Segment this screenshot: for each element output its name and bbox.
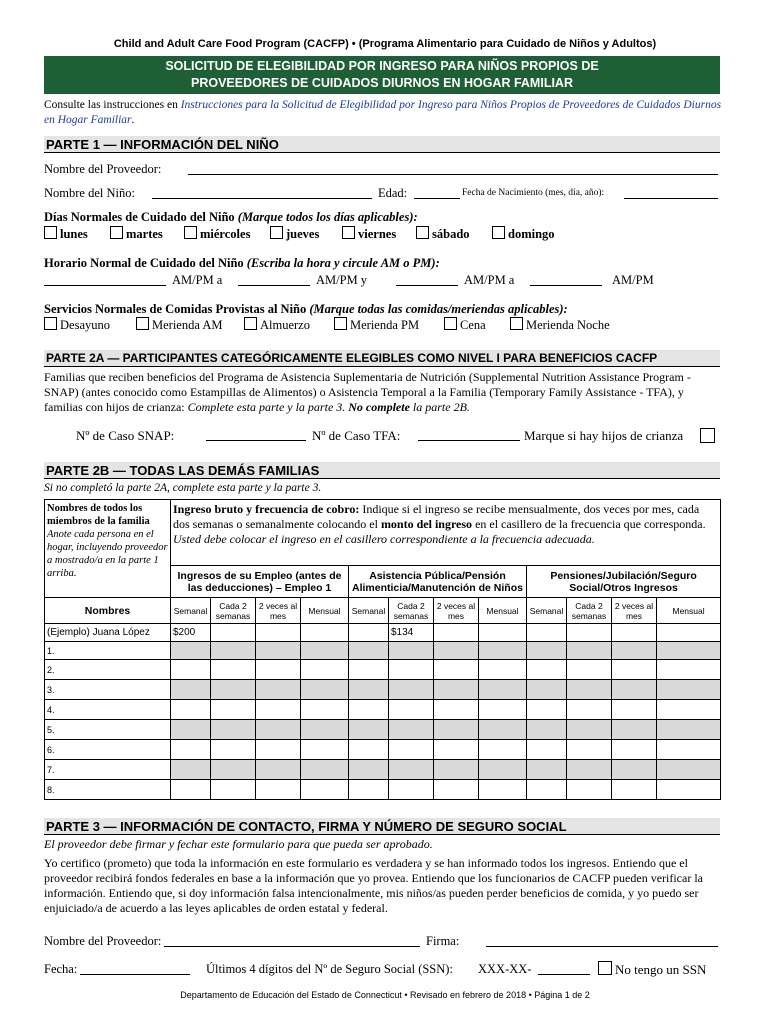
day-jueves[interactable]: jueves [270,226,319,242]
table-row[interactable]: 4. [45,700,721,720]
form-title-line1: SOLICITUD DE ELEGIBILIDAD POR INGRESO PARA NIÑOS PROPIOS DE [165,59,599,73]
freq-twice-monthly: 2 veces al mes [256,598,301,624]
age-field[interactable] [414,186,460,199]
snap-label: Nº de Caso SNAP: [76,428,175,443]
tfa-label: Nº de Caso TFA: [312,428,401,443]
meals-label: Servicios Normales de Comidas Provistas al Niño (Marque todas las comidas/meriendas aplicables): [44,302,568,316]
freq-monthly: Mensual [657,598,721,624]
program-header: Child and Adult Care Food Program (CACFP) • (Programa Alimentario para Cuidado de Niños y Adultos) [113,38,657,50]
group-pensions: Pensiones/Jubilación/Seguro Social/Otros Ingresos [527,566,721,598]
child-name-field[interactable] [152,186,372,199]
part1-heading: PARTE 1 — INFORMACIÓN DEL NIÑO [44,136,720,153]
day-miercoles[interactable]: miércoles [184,226,250,242]
checkbox[interactable] [416,226,429,239]
form-title [44,56,720,94]
signature-label: Firma: [426,934,460,948]
ssn-prefix: XXX-XX- [478,962,532,976]
ampm-y: AM/PM y [316,273,368,287]
age-label: Edad: [378,186,408,200]
members-header: Nombres de todos los miembros de la familia Anote cada persona en el hogar, incluyendo proveedor a mostrado/a en la parte 1 arriba. [45,500,171,598]
checkbox[interactable] [444,317,457,330]
end-time-field[interactable] [238,273,310,286]
checkbox[interactable] [598,961,612,975]
checkbox[interactable] [184,226,197,239]
ampm-a: AM/PM a [172,273,223,287]
instructions-link[interactable]: Instrucciones para la Solicitud de Elegibilidad por Ingreso para Niños Propios de Proveedores de Cuidados Diurnos en Hogar Familiar [44,99,722,126]
checkbox[interactable] [44,226,57,239]
table-row[interactable]: 6. [45,740,721,760]
checkbox[interactable] [492,226,505,239]
part3-subtext: El proveedor debe firmar y fechar este formulario para que pueda ser aprobado. [44,837,433,851]
freq-monthly: Mensual [301,598,349,624]
form-title-line2: PROVEEDORES DE CUIDADOS DIURNOS EN HOGAR FAMILIAR [191,76,573,90]
example-value: $134 [389,624,434,642]
part2b-subtext: Si no completó la parte 2A, complete esta parte y la parte 3. [44,482,322,494]
table-row[interactable]: 5. [45,720,721,740]
example-row [45,624,721,642]
meal-merienda-pm[interactable]: Merienda PM [334,317,419,333]
start-time2-field[interactable] [396,273,458,286]
gross-income-instructions: Ingreso bruto y frecuencia de cobro: Indique si el ingreso se recibe mensualmente, dos veces por mes, cada dos semanas o semanalmente colocando el monto del ingreso en el casillero de la frecuencia que corresponda. Usted debe colocar el ingreso en el casillero correspondiente a la frecuencia adecuada. [171,500,721,566]
start-time-field[interactable] [44,273,166,286]
ampm-a2: AM/PM a [464,273,515,287]
freq-biweekly: Cada 2 semanas [567,598,612,624]
day-domingo[interactable]: domingo [492,226,555,242]
example-name: (Ejemplo) Juana López [45,624,171,642]
meal-merienda-am[interactable]: Merienda AM [136,317,222,333]
checkbox[interactable] [270,226,283,239]
freq-twice-monthly: 2 veces al mes [434,598,479,624]
dob-field[interactable] [624,186,718,199]
tfa-case-field[interactable] [418,428,520,441]
table-row[interactable]: 7. [45,760,721,780]
table-row[interactable]: 3. [45,680,721,700]
freq-biweekly: Cada 2 semanas [389,598,434,624]
provider-sign-name-field[interactable] [164,934,420,947]
footer: Departamento de Educación del Estado de Connecticut • Revisado en febrero de 2018 • Página 1 de 2 [180,990,590,1000]
freq-biweekly: Cada 2 semanas [211,598,256,624]
day-lunes[interactable]: lunes [44,226,88,242]
freq-monthly: Mensual [479,598,527,624]
instructions-note: Consulte las instrucciones en Instrucciones para la Solicitud de Elegibilidad por Ingreso para Niños Propios de Proveedores de Cuidados Diurnos en Hogar Familiar. [44,99,722,126]
ssn-last4-field[interactable] [538,962,590,975]
table-row[interactable]: 8. [45,780,721,800]
table-row[interactable]: 2. [45,660,721,680]
checkbox[interactable] [510,317,523,330]
no-ssn-option[interactable]: No tengo un SSN [598,961,706,978]
provider-name-field[interactable] [188,162,718,175]
group-public-assistance: Asistencia Pública/Pensión Alimenticia/Manutención de Niños [349,566,527,598]
checkbox[interactable] [244,317,257,330]
day-martes[interactable]: martes [110,226,163,242]
provider-sign-label: Nombre del Proveedor: [44,934,162,948]
example-value: $200 [171,624,211,642]
group-employment: Ingresos de su Empleo (antes de las deducciones) – Empleo 1 [171,566,349,598]
date-field[interactable] [80,962,190,975]
part2a-heading: PARTE 2A — PARTICIPANTES CATEGÓRICAMENTE ELEGIBLES COMO NIVEL I PARA BENEFICIOS CACFP [44,350,720,367]
names-header: Nombres [45,598,171,624]
freq-twice-monthly: 2 veces al mes [612,598,657,624]
checkbox[interactable] [342,226,355,239]
part2a-text: Familias que reciben beneficios del Programa de Asistencia Suplementaria de Nutrición (Supplemental Nutrition Assistance Program - SNAP) (antes conocido como Estampillas de Alimentos) o Asistencia Temporal a la Familia (Temporary Family Assistance - TFA), y familias con hijos de crianza: Complete esta parte y la parte 3. No complete la parte 2B. [44,370,691,414]
snap-case-field[interactable] [206,428,306,441]
schedule-label: Horario Normal de Cuidado del Niño (Escriba la hora y circule AM o PM): [44,256,440,270]
income-table [44,499,721,800]
meal-almuerzo[interactable]: Almuerzo [244,317,310,333]
ampm-end: AM/PM [612,273,654,287]
freq-weekly: Semanal [171,598,211,624]
meal-merienda-noche[interactable]: Merienda Noche [510,317,610,333]
checkbox[interactable] [334,317,347,330]
part2b-heading: PARTE 2B — TODAS LAS DEMÁS FAMILIAS [44,462,720,479]
days-label: Días Normales de Cuidado del Niño (Marque todos los días aplicables): [44,210,418,224]
freq-weekly: Semanal [349,598,389,624]
freq-weekly: Semanal [527,598,567,624]
day-sabado[interactable]: sábado [416,226,470,242]
checkbox[interactable] [110,226,123,239]
provider-name-row: Nombre del Proveedor: [44,162,162,176]
meal-desayuno[interactable]: Desayuno [44,317,110,333]
ssn-label: Últimos 4 dígitos del Nº de Seguro Social (SSN): [206,962,453,976]
foster-label: Marque si hay hijos de crianza [524,428,684,443]
part3-heading: PARTE 3 — INFORMACIÓN DE CONTACTO, FIRMA Y NÚMERO DE SEGURO SOCIAL [44,818,720,835]
date-label: Fecha: [44,962,78,976]
child-name-row: Nombre del Niño: [44,186,135,200]
dob-label: Fecha de Nacimiento (mes, día, año): [462,188,605,198]
end-time2-field[interactable] [530,273,602,286]
certification-text: Yo certifico (prometo) que toda la información en este formulario es verdadera y se han informado todos los ingresos. Entiendo que el proveedor recibirá fondos federales en base a la información que yo provea. Entiendo que los funcionarios de CACFP pueden verificar la información. Entiendo que, si doy información falsa intencionalmente, mis niños/as pueden perder beneficios de comida, y yo puedo ser enjuiciado/a de acuerdo a las leyes aplicables de orden estatal y federal. [44,856,703,915]
checkbox[interactable] [136,317,149,330]
signature-field[interactable] [486,934,718,947]
foster-checkbox[interactable] [700,428,715,443]
table-row[interactable]: 1. [45,642,721,660]
checkbox[interactable] [44,317,57,330]
meal-cena[interactable]: Cena [444,317,486,333]
day-viernes[interactable]: viernes [342,226,396,242]
